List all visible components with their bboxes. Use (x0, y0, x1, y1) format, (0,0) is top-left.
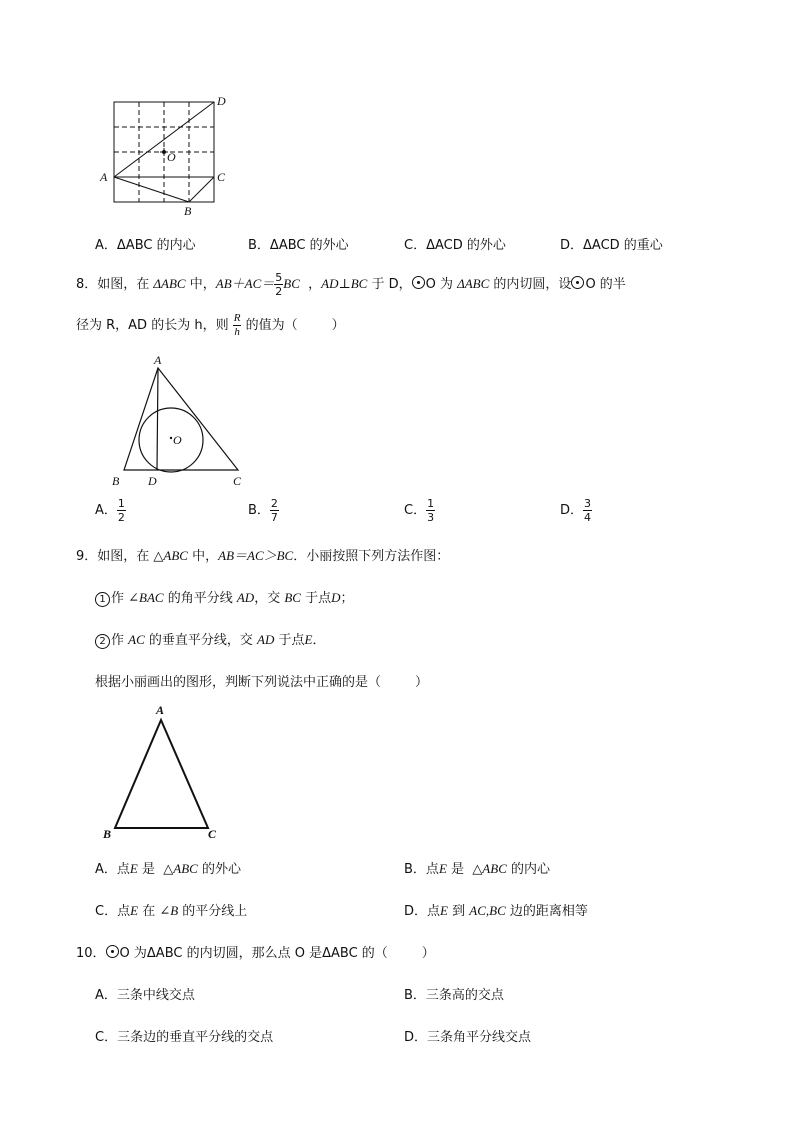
q8-label-d: D (148, 474, 157, 488)
q9-label-b: B (103, 827, 112, 841)
q8-label-o: O (173, 433, 182, 447)
q9-label-a: A (156, 703, 165, 717)
option-letter: B． (248, 238, 270, 253)
q8-option-c[interactable]: C． $\frac{1}{3}$ (404, 497, 435, 524)
fraction-2-7: $\frac{2}{7}$ (270, 497, 278, 524)
q9-label-c: C (208, 827, 217, 841)
q9-step-1: 1 作 ∠BAC 的角平分线 AD，交 BC 于点D； (95, 587, 354, 607)
q7-option-d[interactable] (560, 234, 663, 253)
q8-altitude-ad (157, 368, 158, 470)
q8-label-a: A (154, 353, 162, 367)
q8-label-c: C (233, 474, 242, 488)
q7-option-b[interactable] (248, 234, 349, 253)
q9-question: 根据小丽画出的图形，判断下列说法中正确的是（ ） (95, 675, 429, 690)
q9-option-d[interactable]: D．点E 到 AC,BC 边的距离相等 (404, 903, 588, 919)
q10-option-c[interactable]: C．三条边的垂直平分线的交点 (95, 1030, 274, 1045)
circled-number-2: 2 (95, 634, 110, 649)
option-text: ΔACD 的外心 (426, 238, 506, 253)
fraction-5-2: $\frac{5}{2}$ (275, 271, 283, 298)
q8-incircle (139, 408, 203, 472)
fraction-r-h: $\frac{R}{h}$ (233, 312, 241, 338)
q7-option-a[interactable] (95, 234, 196, 253)
q9-option-a[interactable]: A．点E 是 △ABC 的外心 (95, 861, 241, 877)
q9-triangle-abc (115, 720, 208, 828)
fraction-1-2: $\frac{1}{2}$ (117, 497, 125, 524)
q8-triangle-figure (104, 350, 254, 490)
option-text: ΔACD 的重心 (583, 238, 663, 253)
q7-label-a: A (100, 170, 108, 184)
q8-stem-line1: 8．如图，在 ΔABC 中，AB＋AC＝ $\frac{5}{2}$ BC ，AD⊥BC 于 D， O 为 ΔABC 的内切圆，设 O 的半 (76, 271, 626, 298)
q8-option-a[interactable]: A． $\frac{1}{2}$ (95, 497, 125, 524)
q8-stem-line2: 径为 R，AD 的长为 h，则 $\frac{R}{h}$ 的值为（ ） (76, 312, 345, 338)
q7-label-d: D (217, 94, 226, 108)
question-number: 9． (76, 549, 98, 564)
option-letter: A． (95, 238, 117, 253)
q10-option-a[interactable]: A．三条中线交点 (95, 988, 195, 1003)
q8-center-dot (170, 437, 172, 439)
option-letter: D． (560, 238, 584, 253)
circle-dot-icon (412, 276, 425, 289)
q10-option-b[interactable]: B．三条高的交点 (404, 988, 504, 1003)
q7-grid-figure (96, 88, 236, 218)
q10-option-d[interactable]: D．三条角平分线交点 (404, 1030, 532, 1045)
q9-step-2: 2 作 AC 的垂直平分线，交 AD 于点E． (95, 629, 325, 649)
q8-option-d[interactable]: D． $\frac{3}{4}$ (560, 497, 592, 524)
q9-option-b[interactable]: B．点E 是 △ABC 的内心 (404, 861, 551, 877)
option-text: ΔABC 的外心 (269, 238, 349, 253)
option-letter: C． (404, 238, 427, 253)
q7-line-ab (114, 177, 189, 202)
q7-line-bc (189, 177, 214, 202)
circled-number-1: 1 (95, 592, 110, 607)
circle-dot-icon (571, 276, 584, 289)
q7-label-b: B (184, 204, 192, 218)
q9-triangle-figure (98, 700, 228, 845)
q7-label-c: C (217, 170, 226, 184)
q7-label-o: O (167, 150, 176, 164)
q8-label-b: B (112, 474, 120, 488)
q9-option-c[interactable]: C．点E 在 ∠B 的平分线上 (95, 903, 248, 919)
q8-option-b[interactable]: B． $\frac{2}{7}$ (248, 497, 278, 524)
question-number: 8． (76, 277, 98, 292)
q8-triangle-abc (124, 368, 238, 470)
fraction-1-3: $\frac{1}{3}$ (427, 497, 435, 524)
circle-dot-icon (106, 945, 119, 958)
question-number: 10． (76, 946, 106, 961)
q9-stem: 9．如图，在 △ABC 中，AB＝AC＞BC．小丽按照下列方法作图： (76, 548, 450, 564)
fraction-3-4: $\frac{3}{4}$ (584, 497, 592, 524)
q10-stem: 10． O 为ΔABC 的内切圆，那么点 O 是ΔABC 的（ ） (76, 946, 435, 961)
option-text: ΔABC 的内心 (116, 238, 196, 253)
q7-option-c[interactable] (404, 234, 506, 253)
